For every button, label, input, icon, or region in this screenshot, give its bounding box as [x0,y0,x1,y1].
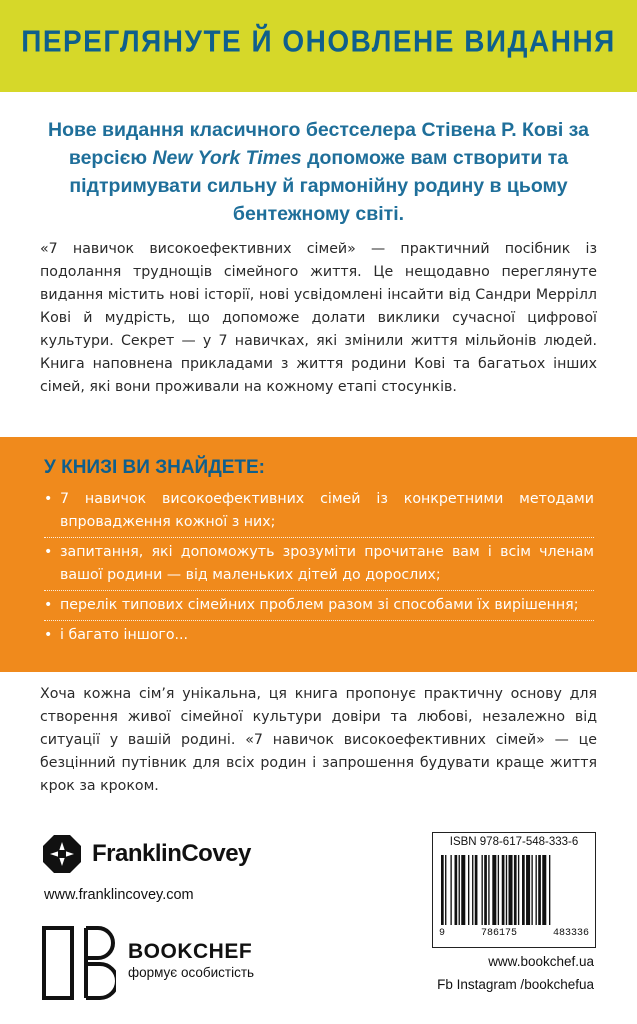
list-item: • запитання, які допоможуть зрозуміти прочитане вам і всім членам вашої родини — від маленьких дітей до дорослих; [44,537,594,590]
list-item: • перелік типових сімейних проблем разом зі способами їх вирішення; [44,590,594,620]
lead-text [40,116,597,228]
closing-paragraph: Хоча кожна сім’я унікальна, ця книга пропонує практичну основу для створення живої сімейної культури довіри та любові, незалежно від ситуації у вашій родині. «7 навичок високоефективних сімей» — це безцінний путівник для всіх родин і запрошення будувати краще життя крок за кроком. [40,686,597,794]
bookchef-logo-icon [42,926,116,1000]
features-heading: У КНИЗІ ВИ ЗНАЙДЕТЕ: [44,457,266,478]
edition-heading: ПЕРЕГЛЯНУТЕ Й ОНОВЛЕНЕ ВИДАННЯ [21,24,616,59]
top-banner [0,0,637,92]
franklincovey-url: www.franklincovey.com [44,887,194,903]
bookchef-social: Fb Instagram /bookchefua [437,977,594,992]
franklincovey-name: FranklinCovey [92,840,251,867]
isbn-text: ISBN 978-617-548-333-6 [449,836,579,848]
barcode-box [432,832,596,948]
features-box [0,437,637,672]
intro-paragraph: «7 навичок високоефективних сімей» — практичний посібник із подолання труднощів сімейного життя. Це нещодавно переглянуте видання містить нові історії, нові усвідомлені інсайти від Сандри Меррілл Кові й мудрість, що допоможе долати виклики сучасної цифрової культури. Секрет — у 7 навичках, які змінили життя мільйонів людей. Книга наповнена прикладами з життя родини Кові та багатьох інших сімей, які вони проживали на кожному етапі стосунків. [40,241,597,395]
lead-before: Нове видання класичного бестселера Стівена Р. Кові за версією [48,119,589,169]
features-list [44,485,594,650]
barcode-digits [439,928,589,939]
lead-after: допоможе вам створити та підтримувати сильну й гармонійну родину в цьому бентежному світі. [69,147,569,225]
bookchef-tagline: формує особистість [128,965,255,980]
barcode-digit-group: 786175 [480,928,517,939]
barcode-digit-group: 483336 [552,928,589,939]
bookchef-name: BOOKCHEF [128,940,253,963]
bookchef-site: www.bookchef.ua [488,954,594,969]
list-item: • 7 навичок високоефективних сімей із конкретними методами впровадження кожної з них; [44,485,594,537]
lead-italic: New York Times [152,147,302,169]
list-item: • і багато іншого... [44,620,594,650]
barcode-digit-group: 9 [439,928,446,939]
barcode-icon [439,855,589,927]
franklincovey-logo-icon [42,834,82,874]
